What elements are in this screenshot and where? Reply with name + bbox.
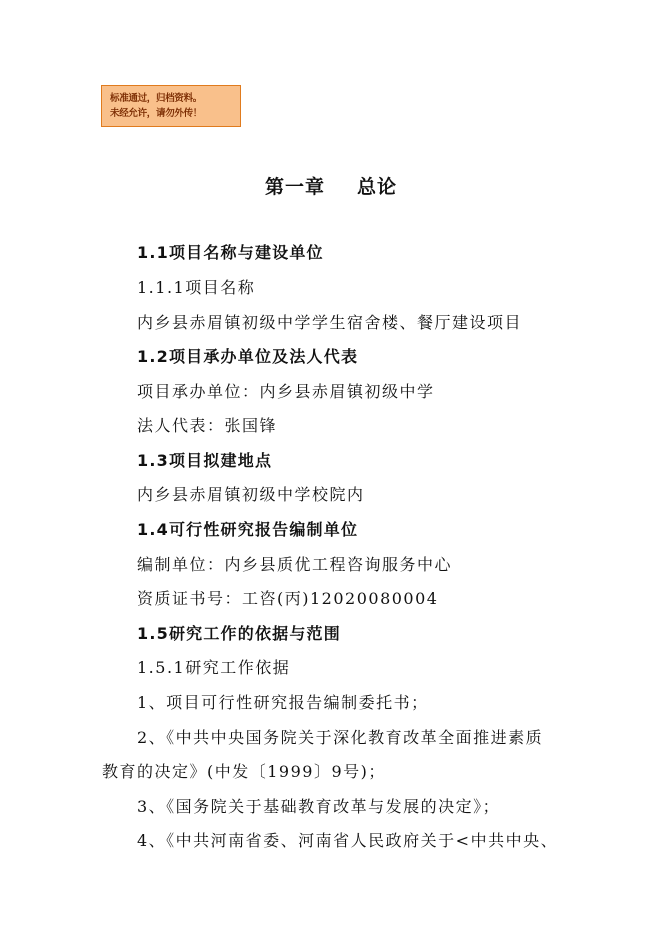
subsection-heading-1-1-1: 1.1.1项目名称	[137, 278, 256, 297]
legal-representative-text: 法人代表：张国锋	[137, 416, 278, 435]
section-heading-1-5: 1.5研究工作的依据与范围	[137, 624, 341, 643]
stamp-line-2: 未经允许，请勿外传！	[110, 108, 203, 119]
confidential-stamp	[101, 85, 241, 127]
section-heading-1-4: 1.4可行性研究报告编制单位	[137, 520, 359, 539]
basis-item-2-continued: 教育的决定》(中发〔1999〕9号)；	[102, 762, 386, 781]
basis-item-3: 3、《国务院关于基础教育改革与发展的决定》；	[137, 797, 501, 816]
chapter-number: 第一章	[264, 176, 325, 198]
section-heading-1-1: 1.1项目名称与建设单位	[137, 243, 324, 262]
basis-item-1: 1、项目可行性研究报告编制委托书；	[137, 693, 429, 712]
compiling-unit-text: 编制单位：内乡县质优工程咨询服务中心	[137, 555, 453, 574]
basis-item-2: 2、《中共中央国务院关于深化教育改革全面推进素质	[137, 728, 544, 747]
stamp-line-1: 标准通过，归档资料。	[110, 93, 203, 104]
qualification-number-text: 资质证书号：工咨(丙)12020080004	[137, 589, 439, 608]
section-heading-1-2: 1.2项目承办单位及法人代表	[137, 347, 359, 366]
chapter-heading	[0, 172, 662, 199]
site-location-text: 内乡县赤眉镇初级中学校院内	[137, 485, 365, 504]
section-heading-1-3: 1.3项目拟建地点	[137, 451, 273, 470]
chapter-title: 总论	[357, 176, 398, 198]
subsection-heading-1-5-1: 1.5.1研究工作依据	[137, 658, 291, 677]
sponsor-unit-text: 项目承办单位：内乡县赤眉镇初级中学	[137, 382, 435, 401]
project-name-text: 内乡县赤眉镇初级中学学生宿舍楼、餐厅建设项目	[137, 313, 523, 332]
basis-item-4: 4、《中共河南省委、河南省人民政府关于<中共中央、	[137, 831, 559, 850]
